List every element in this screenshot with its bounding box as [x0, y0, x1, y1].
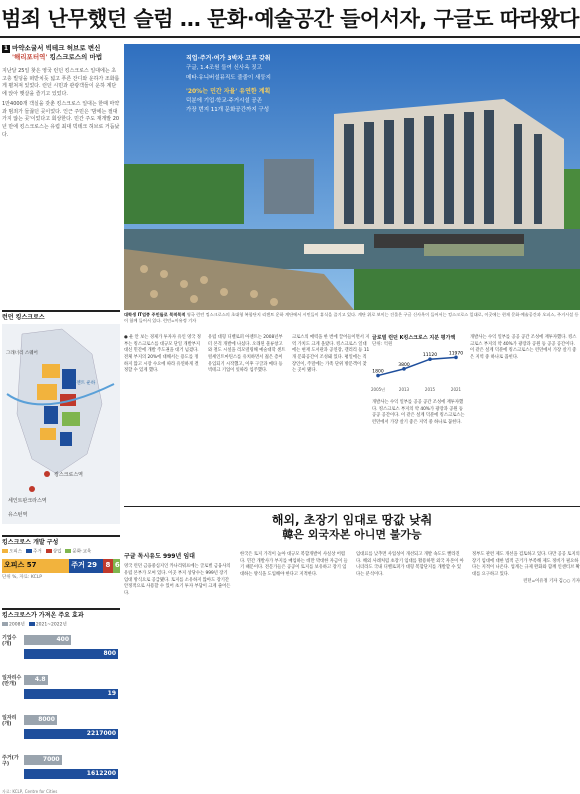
plan-segment: 8 — [103, 559, 112, 573]
plan-segment: 주거 29 — [69, 559, 103, 573]
econ-source: 자료: KCLP, Centre for Cities — [2, 788, 58, 794]
body-column-mid: 개발사는 수익 일부를 공공 공간 조성에 재투자했다. 킹스크로스 부지의 약 40%가 광장과 공원 등 공공 공간이다. 이 같은 설계 덕분에 킹스크로스는 런던에서 가장 살기 좋은 지역 중 하나로 꼽힌다. — [372, 400, 465, 425]
legend-item: 문화·교육 — [65, 549, 91, 556]
econ-row — [2, 711, 120, 749]
sub-headline-line1: 해외, 초장기 임대로 땅값 낮춰 — [271, 513, 433, 527]
map-label: 그래너리 스퀘어 — [6, 351, 38, 357]
caption-text: 영국 런던 킹스크로스의 초대형 복합단지 리젠트 운하 계단에서 시민들이 휴식을 즐기고 있다. 계단 위로 보이는 건물은 구글 신사옥이 들어서는 킹스크로스 일대로, 이곳에는 현재 문화·예술공간과 오피스, 주거시설 등이 함께 들어서 있다. — [124, 312, 579, 324]
econ-row-label: 일자리(개) — [2, 714, 17, 727]
economic-effect-chart — [2, 608, 120, 794]
body-column: 한국은 토지 가격이 높아 대규모 복합개발이 사실상 어렵다. 민간 개발사가 부지를 매입하는 데만 막대한 자금이 들기 때문이다. 전문가들은 공공이 토지를 보유하고 장기 임대하는 방식을 도입해야 한다고 지적한다. — [240, 552, 348, 577]
econ-bar-after: 19 — [24, 689, 118, 699]
econ-bar-after: 800 — [24, 649, 118, 659]
plan-title: 킹스크로스 개발 구성 — [2, 535, 120, 547]
growth-series-line — [378, 357, 456, 375]
sub-article-body — [124, 552, 580, 777]
growth-data-label: 1800 — [372, 369, 384, 375]
econ-row — [2, 751, 120, 789]
kings-cross-map — [2, 324, 120, 524]
growth-data-label: 3800 — [398, 362, 410, 368]
caption-credit: 런던=이유정 기자 — [163, 318, 197, 324]
overlay-line: 가장 번지 11개 문화공간까지 구성 — [186, 107, 270, 114]
lead-text — [2, 68, 120, 140]
growth-chart — [372, 335, 464, 395]
caption-bold: 대학생 IT업종 주민들로 북적북적 — [124, 312, 186, 317]
map-label: 유스턴역 — [8, 512, 28, 519]
overlay-line: 메타·유니버설뮤직도 줄줄이 새둥지 — [186, 74, 271, 81]
growth-tick-label: 2013 — [398, 386, 410, 392]
legend-item: 상업 — [46, 549, 62, 556]
growth-data-label: 11970 — [448, 351, 464, 357]
plan-legend — [2, 549, 120, 556]
plan-segment: 6 — [113, 559, 120, 573]
byline: 런던=이유정 기자 김○○ 기자 — [523, 578, 580, 584]
plan-stacked-bar — [2, 559, 120, 573]
section-number: 1 — [3, 45, 9, 52]
growth-unit: 단위: 억원 — [372, 341, 393, 347]
growth-line-chart — [372, 348, 464, 392]
econ-row-label: 일자리수(만개) — [2, 674, 22, 687]
legend-item: 오피스 — [2, 549, 22, 556]
photo-caption — [124, 312, 580, 324]
map-title: 런던 킹스크로스 — [2, 310, 120, 322]
sub-headline — [124, 512, 580, 543]
plan-note: 단위 %, 자료: KCLP — [2, 574, 42, 580]
body-column-right: 개발사는 수익 일부를 공공 공간 조성에 재투자했다. 킹스크로스 부지의 약 40%가 광장과 공원 등 공공 공간이다. 이 같은 설계 덕분에 킹스크로스는 런던에서 가장 살기 좋은 지역 중 하나로 꼽힌다. — [470, 335, 577, 360]
map-label: 킹스크로스역 — [54, 472, 83, 479]
lead-paragraph: 1만4000개 객실을 갖춘 킹스크로스 일대는 한때 마약과 범죄가 들끓던 곳이었다. 인근 주민은 '밤에는 절대 가지 않는 곳'이었다고 회상한다. 민간 주도 재개발 20년 만에 킹스크로스는 유럽 최대 빅테크 허브로 거듭났다. — [2, 100, 120, 138]
econ-bar-after: 2217000 — [24, 729, 118, 739]
plan-segment: 오피스 57 — [2, 559, 69, 573]
section-title — [2, 44, 120, 53]
legend-item: 2021~2022년 — [29, 622, 67, 629]
development-plan-chart — [2, 535, 120, 605]
body-column: ● 운 안 보는 경제가 투자자 유인 영국 정부는 킹스크로스를 대규모 단일 개발부지 대신 민간에 개발 주도권을 대거 넘겼다. 전체 부지의 20%에 대해서는 용도를 정하지 않고 시장 수요에 따라 유연하게 결정할 수 있게 했다. — [124, 335, 201, 374]
econ-row — [2, 631, 120, 669]
econ-row-label: 기업수(개) — [2, 634, 17, 647]
legend-item: 2008년 — [2, 622, 25, 629]
map-label: 리젠트 운하 — [72, 381, 96, 387]
growth-tick-label: 2021 — [450, 386, 462, 392]
econ-bar-before: 4.8 — [24, 675, 48, 685]
photo-overlay-text — [186, 54, 304, 116]
sub-article-subtitle: 구글 독시유도 999년 임대 — [124, 553, 195, 560]
growth-data-label: 11120 — [422, 353, 438, 359]
article-body — [124, 335, 370, 495]
lead-section — [2, 44, 120, 142]
subtitle-highlight: '해리포터역' — [12, 53, 48, 62]
overlay-line: 덕분에 기업·학교·주거시설 공존 — [186, 98, 263, 105]
kings-cross-photo — [124, 44, 580, 310]
econ-row — [2, 671, 120, 709]
sub-article-rule — [124, 506, 580, 507]
page-headline: 범죄 난무했던 슬럼 … 문화·예술공간 들어서자, 구글도 따라왔다 — [1, 7, 579, 31]
map-graphic — [2, 310, 120, 530]
body-column: 구글 독시유도 999년 임대 영국 런던 금융중심지인 카나리워프에는 글로벌 금융사의 유럽 본부가 모여 있다. 이곳 부지 상당수는 999년 장기 임대 방식으로 공급됐다. 토지를 소유하지 않아도 장기간 안정적으로 사용할 수 있어 초기 투자 부담이 크게 줄어든다. — [124, 553, 231, 596]
econ-row-label: 주거(가구) — [2, 754, 19, 767]
body-column: 크로스의 매력을 한 번에 끌어들이면서 지역 가치도 크게 올랐다. 킹스크로스 일대에는 현재 도서관과 공연장, 갤러리 등 11개 문화공간이 조성돼 있다. 평일에는 직장인이, 주말에는 가족 단위 방문객이 찾는 곳이 됐다. — [292, 335, 370, 374]
section-title-text: 마약소굴서 빅테크 허브로 변신 — [12, 44, 101, 52]
econ-bar-before: 8000 — [24, 715, 57, 725]
section-subtitle — [12, 53, 120, 62]
headline-rule — [0, 36, 580, 38]
econ-legend — [2, 622, 120, 629]
growth-tick-label: 2015 — [424, 386, 436, 392]
sub-headline-line2: 韓은 외국자본 아니면 불가능 — [282, 528, 422, 542]
lead-paragraph: 지난달 25일 찾은 영국 런던 킹스크로스 일대에는 초고층 빌딩을 떠받치듯 넓고 푸른 잔디와 운하가 조화롭게 펼쳐져 있었다. 런던 시민과 관광객들이 운하 계단에 앉아 햇살을 즐기고 있었다. — [2, 67, 120, 98]
econ-bar-after: 1612200 — [24, 769, 118, 779]
subtitle-rest: 킹스크로스의 마법 — [47, 53, 103, 62]
growth-tick-label: 2005년 — [370, 386, 386, 392]
body-column: 임대료를 낮추면 사업성이 개선되고 개발 속도도 빨라진다. 해외 사례처럼 초장기 임대를 활용하면 외국 자본이 아니더라도 국내 디벨로퍼가 대형 복합단지를 개발할 수 있다는 분석이다. — [356, 552, 464, 577]
overlay-highlight: '20%는 민간 자율' 유연한 계획 — [186, 87, 271, 95]
econ-rows — [2, 631, 120, 789]
econ-title: 킹스크로스가 가져온 주요 효과 — [2, 608, 120, 620]
body-column: 정부도 관련 제도 개선을 검토하고 있다. 다만 공공 토지의 장기 임대에 대한 법적 근거가 부족해 제도 정비가 필요하다는 지적이 나온다. 업계는 규제 완화와 함께 인센티브 확대를 요구하고 있다. 런던=이유정 기자 김○○ 기자 — [472, 552, 580, 584]
econ-bar-before: 400 — [24, 635, 71, 645]
growth-title: 글로벌 런던 K킹스크로스 지분 평가액 — [372, 335, 456, 341]
overlay-title: 직업·주거·여가 3박자 고루 갖춰 — [186, 55, 271, 62]
legend-item: 주거 — [26, 549, 42, 556]
body-column: 유럽 대형 디벨로퍼 아젠트는 2008년부터 본격 개발에 나섰다. 오래된 물류창고와 철도 시설을 리모델링해 예술대학 센트럴세인트마틴스를 유치하면서 젊은 층이 유입되기 시작했고, 이후 구글과 메타 등 빅테크 기업이 잇따라 입주했다. — [208, 335, 286, 374]
overlay-line: 구글, 1.4조원 들여 신사옥 짓고 — [186, 65, 262, 72]
econ-bar-before: 7000 — [24, 755, 62, 765]
map-label: 세인트판크라스역 — [8, 498, 47, 505]
